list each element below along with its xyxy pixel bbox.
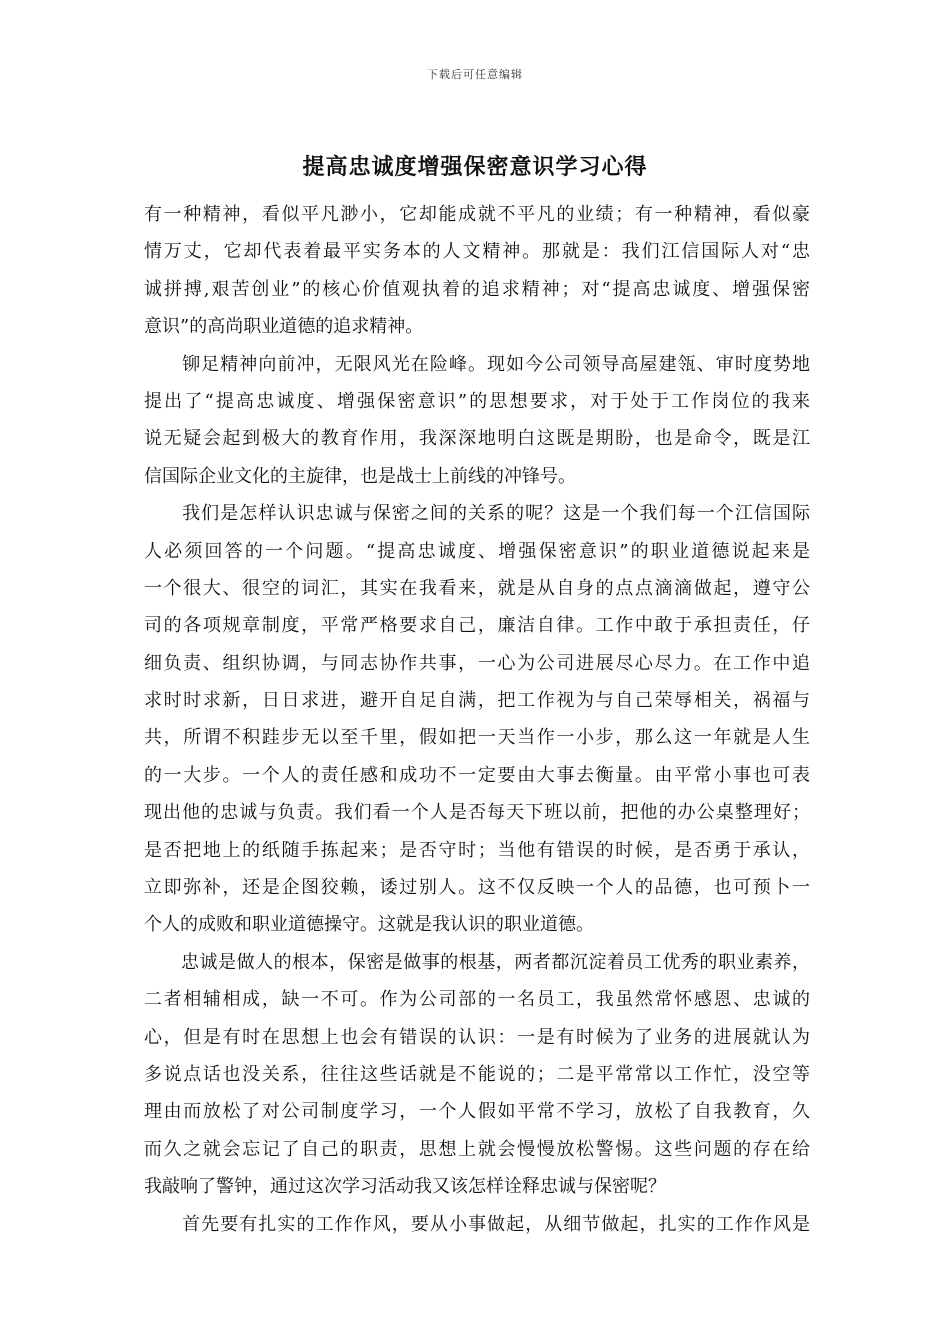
text-line: 是否把地上的纸随手拣起来；是否守时；当他有错误的时候，是否勇于承认， [144, 839, 810, 861]
text-line: 首先要有扎实的工作作风，要从小事做起，从细节做起，扎实的工作作风是 [144, 1213, 810, 1235]
text-line: 现出他的忠诚与负责。我们看一个人是否每天下班以前，把他的办公桌整理好； [144, 802, 810, 824]
text-line: 心，但是有时在思想上也会有错误的认识：一是有时候为了业务的进展就认为 [144, 1026, 810, 1048]
text-line: 说无疑会起到极大的教育作用，我深深地明白这既是期盼，也是命令，既是江 [144, 428, 810, 450]
text-line: 细负责、组织协调，与同志协作共事，一心为公司进展尽心尽力。在工作中追 [144, 652, 810, 674]
text-line: 的一大步。一个人的责任感和成功不一定要由大事去衡量。由平常小事也可表 [144, 764, 810, 786]
text-line: 有一种精神，看似平凡渺小，它却能成就不平凡的业绩；有一种精神，看似豪 [144, 204, 810, 225]
text-line: 二者相辅相成，缺一不可。作为公司部的一名员工，我虽然常怀感恩、忠诚的 [144, 989, 810, 1011]
document-title: 提高忠诚度增强保密意识学习心得 [302, 154, 648, 180]
text-line: 理由而放松了对公司制度学习，一个人假如平常不学习，放松了自我教育，久 [144, 1101, 810, 1123]
text-line: 个人的成败和职业道德操守。这就是我认识的职业道德。 [144, 914, 594, 936]
text-line: 多说点话也没关系，往往这些话就是不能说的；二是平常常以工作忙，没空等 [144, 1063, 810, 1085]
text-line: 一个很大、很空的词汇，其实在我看来，就是从自身的点点滴滴做起，遵守公 [144, 577, 810, 599]
text-line: 人必须回答的一个问题。“提高忠诚度、增强保密意识”的职业道德说起来是 [144, 540, 810, 562]
text-line: 提出了“提高忠诚度、增强保密意识”的思想要求，对于处于工作岗位的我来 [144, 390, 810, 412]
text-line: 诚拼搏,艰苦创业”的核心价值观执着的追求精神；对“提高忠诚度、增强保密 [144, 278, 810, 300]
text-line: 我敲响了警钟，通过这次学习活动我又该怎样诠释忠诚与保密呢？ [144, 1176, 666, 1198]
text-line: 而久之就会忘记了自己的职责，思想上就会慢慢放松警惕。这些问题的存在给 [144, 1138, 810, 1160]
text-line: 立即弥补，还是企图狡赖，诿过别人。这不仅反映一个人的品德，也可预卜一 [144, 877, 810, 899]
text-line: 共，所谓不积跬步无以至千里，假如把一天当作一小步，那么这一年就是人生 [144, 727, 810, 749]
text-line: 我们是怎样认识忠诚与保密之间的关系的呢？这是一个我们每一个江信国际 [144, 503, 810, 525]
text-line: 忠诚是做人的根本，保密是做事的根基，两者都沉淀着员工优秀的职业素养， [144, 951, 810, 973]
header-note: 下载后可任意编辑 [427, 68, 523, 81]
text-line: 意识”的高尚职业道德的追求精神。 [144, 316, 424, 338]
text-line: 铆足精神向前冲，无限风光在险峰。现如今公司领导高屋建瓴、审时度势地 [144, 353, 810, 375]
text-line: 求时时求新，日日求进，避开自足自满，把工作视为与自己荣辱相关，祸福与 [144, 690, 810, 712]
text-line: 情万丈，它却代表着最平实务本的人文精神。那就是：我们江信国际人对“忠 [144, 241, 810, 263]
text-line: 信国际企业文化的主旋律，也是战士上前线的冲锋号。 [144, 465, 576, 487]
text-line: 司的各项规章制度，平常严格要求自己，廉洁自律。工作中敢于承担责任，仔 [144, 615, 810, 637]
body-text [144, 196, 810, 1243]
